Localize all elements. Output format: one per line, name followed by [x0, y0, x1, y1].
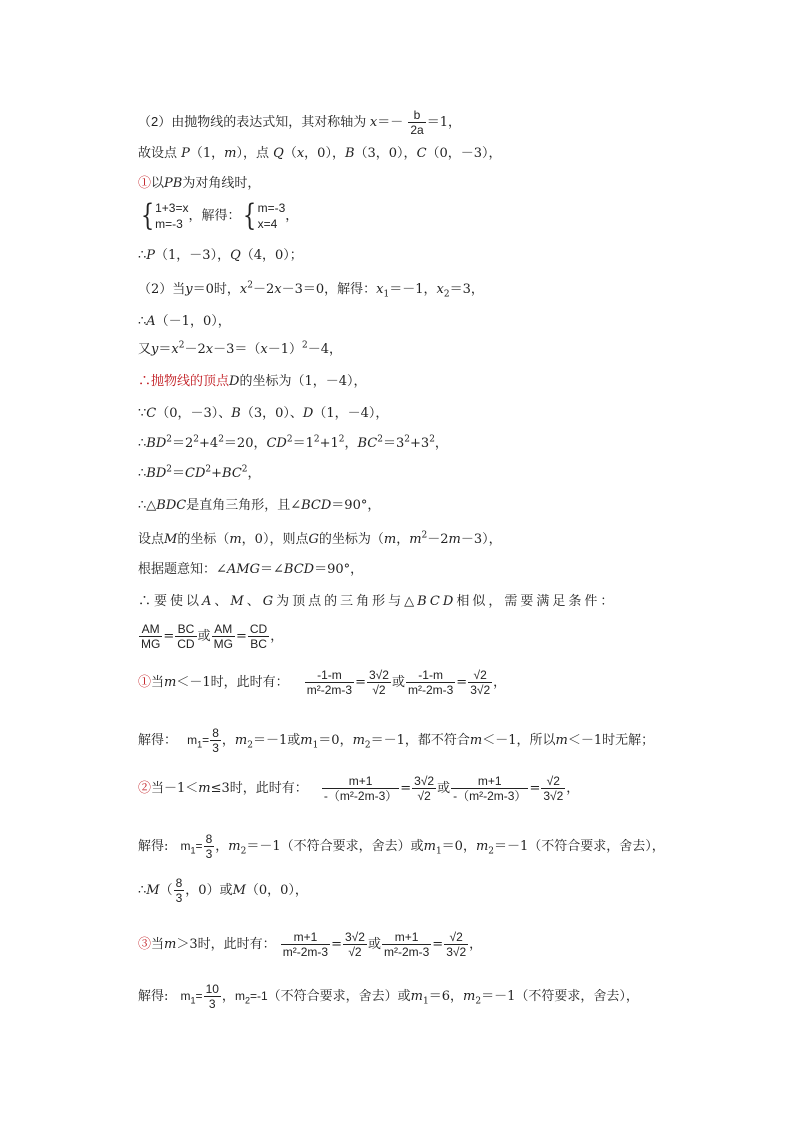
fraction-am-mg: $\frac{AM}{MG}$ [141, 622, 161, 651]
fraction-sqrt2-over-3sqrt2-2: $\frac{√2}{3√2}$ [543, 774, 564, 803]
fraction-mp1-over-neg-mden: $\frac{m+1}{\text{-（m²-2m-3）}}$ [323, 774, 398, 803]
fraction-8-over-3-3: $\frac{8}{3}$ [175, 876, 183, 905]
line-point-m-g: 设点M的坐标（m，0），则点G的坐标为（m，$m^2-2m-3$）， [138, 530, 502, 547]
fraction-b-over-2a: $\frac{b}{2a}$ [410, 108, 424, 137]
line-axis-of-symmetry: （2）由抛物线的表达式知，其对称轴为 x＝－ $\frac{b}{2a}$ ＝1， [138, 108, 461, 137]
line-case-diagonal: ①以PB为对角线时， [138, 176, 261, 191]
line-case-3-solution: 解得: $m_1=$ $\frac{10}{3}$ ，$m_2=-1$（不符合要求，舍去）或$m_1=6$，$m_2=-1$（不符要求，舍去）， [138, 982, 639, 1011]
line-set-points: 故设点 P（1，m），点 Q（x，0），B（3，0），C（0，－3）， [138, 146, 502, 161]
fraction-8-over-3: $\frac{8}{3}$ [212, 726, 219, 755]
line-case-2-solution: 解得: $m_1=$ $\frac{8}{3}$ ，$m_2=-1$（不符合要求，舍去）或$m_1=0$，$m_2=-1$（不符合要求，舍去）， [138, 832, 665, 861]
line-p-q-result: ∴P（1，－3），Q（4，0）； [138, 248, 303, 263]
line-case-3: ③当m＞3时，此时有： $\frac{m+1}{\text{m²-2m-3}}$ = $\frac{3√2}{√2}$ 或 $\frac{m+1}{\text{m²-2m-3}}$ = $\frac{√2}{3√2}$ ， [138, 930, 483, 959]
line-case-2: ②当－1＜m≤3时，此时有： $\frac{m+1}{\text{-（m²-2m-3）}}$ = $\frac{3√2}{√2}$ 或 $\frac{m+1}{\text{-（m²-2m-3）}}$ = $\frac{√2}{3√2}$ ， [138, 774, 580, 803]
fraction-bc-cd: $\frac{BC}{CD}$ [177, 622, 195, 651]
fraction-3sqrt2-over-sqrt2: $\frac{3√2}{√2}$ [369, 668, 389, 697]
fraction-sqrt2-over-3sqrt2-3: $\frac{√2}{3√2}$ [446, 930, 467, 959]
fraction-sqrt2-over-3sqrt2: $\frac{√2}{3√2}$ [470, 668, 491, 697]
fraction-mp1-over-neg-mden-2: $\frac{m+1}{\text{-（m²-2m-3）}}$ [453, 774, 527, 803]
line-vertex-form: 又$y=x^2-2x-3=(x-1)^2-4$， [138, 340, 343, 357]
line-ratio-conditions: $\frac{AM}{MG}$ = $\frac{BC}{CD}$ 或 $\frac{AM}{MG}$ = $\frac{CD}{BC}$ ， [141, 622, 284, 651]
line-point-a: ∴A（－1，0）， [138, 314, 231, 329]
system-solutions: m=-3 x=4 [257, 201, 286, 231]
fraction-3sqrt2-over-sqrt2-3: $\frac{3√2}{√2}$ [345, 930, 365, 959]
fraction-am-mg-2: $\frac{AM}{MG}$ [213, 622, 233, 651]
line-distances: $\therefore BD^2=2^2+4^2=20$，$CD^2=1^2+1^2$，$BC^2=3^2+3^2$， [138, 434, 448, 451]
fraction-3sqrt2-over-sqrt2-2: $\frac{3√2}{√2}$ [414, 774, 435, 803]
fraction-mp1-over-mden-2: $\frac{m+1}{\text{m²-2m-3}}$ [383, 930, 430, 959]
line-right-triangle: ∴△BDC是直角三角形，且∠BCD＝90°， [138, 498, 381, 513]
system-equations-1: 1+3=x m=-3 [155, 201, 189, 231]
fraction-neg1m-over-mden-2: $\frac{-1-m}{\text{m²-2m-3}}$ [407, 668, 454, 697]
line-case-1: ①当m＜－1时，此时有： $\frac{-1-m}{\text{m²-2m-3}}$ = $\frac{3√2}{√2}$ 或 $\frac{-1-m}{\text{m²-2m-3}}$ = $\frac{√2}{3√2}$ ， [138, 668, 507, 697]
fraction-10-over-3: $\frac{10}{3}$ [205, 982, 219, 1011]
line-similarity-condition: ∴要使以A、M、G为顶点的三角形与△BCD相似，需要满足条件： [138, 594, 617, 609]
line-equation-system: {1+3=x m=-3，解得：{m=-3 x=4， [140, 198, 299, 233]
fraction-neg1m-over-mden: $\frac{-1-m}{\text{m²-2m-3}}$ [306, 668, 353, 697]
fraction-cd-bc: $\frac{CD}{BC}$ [249, 622, 268, 651]
fraction-8-over-3-2: $\frac{8}{3}$ [205, 832, 213, 861]
fraction-mp1-over-mden: $\frac{m+1}{\text{m²-2m-3}}$ [282, 930, 329, 959]
line-points-cbd: ∵C（0，－3）、B（3，0）、D（1，－4）， [138, 406, 389, 421]
line-m-result: ∴M（ $\frac{8}{3}$ ，0）或M（0，0）， [138, 876, 308, 905]
line-pythagoras: $\therefore BD^2=CD^2+BC^2$， [138, 464, 261, 481]
line-angle-condition: 根据题意知：∠AMG＝∠BCD＝90°， [138, 562, 364, 577]
line-case-1-solution: 解得： $m_1=$ $\frac{8}{3}$ ，$m_2=-1$或$m_1=0$，$m_2=-1$，都不符合m＜－1，所以m＜－1时无解； [138, 726, 655, 755]
line-vertex-d: ∴抛物线的顶点D的坐标为（1，－4）， [138, 374, 367, 389]
line-solve-roots: （2）当y＝0时，$x^2-2x-3=0$，解得：$x_1=-1$，$x_2=3$， [138, 280, 484, 300]
